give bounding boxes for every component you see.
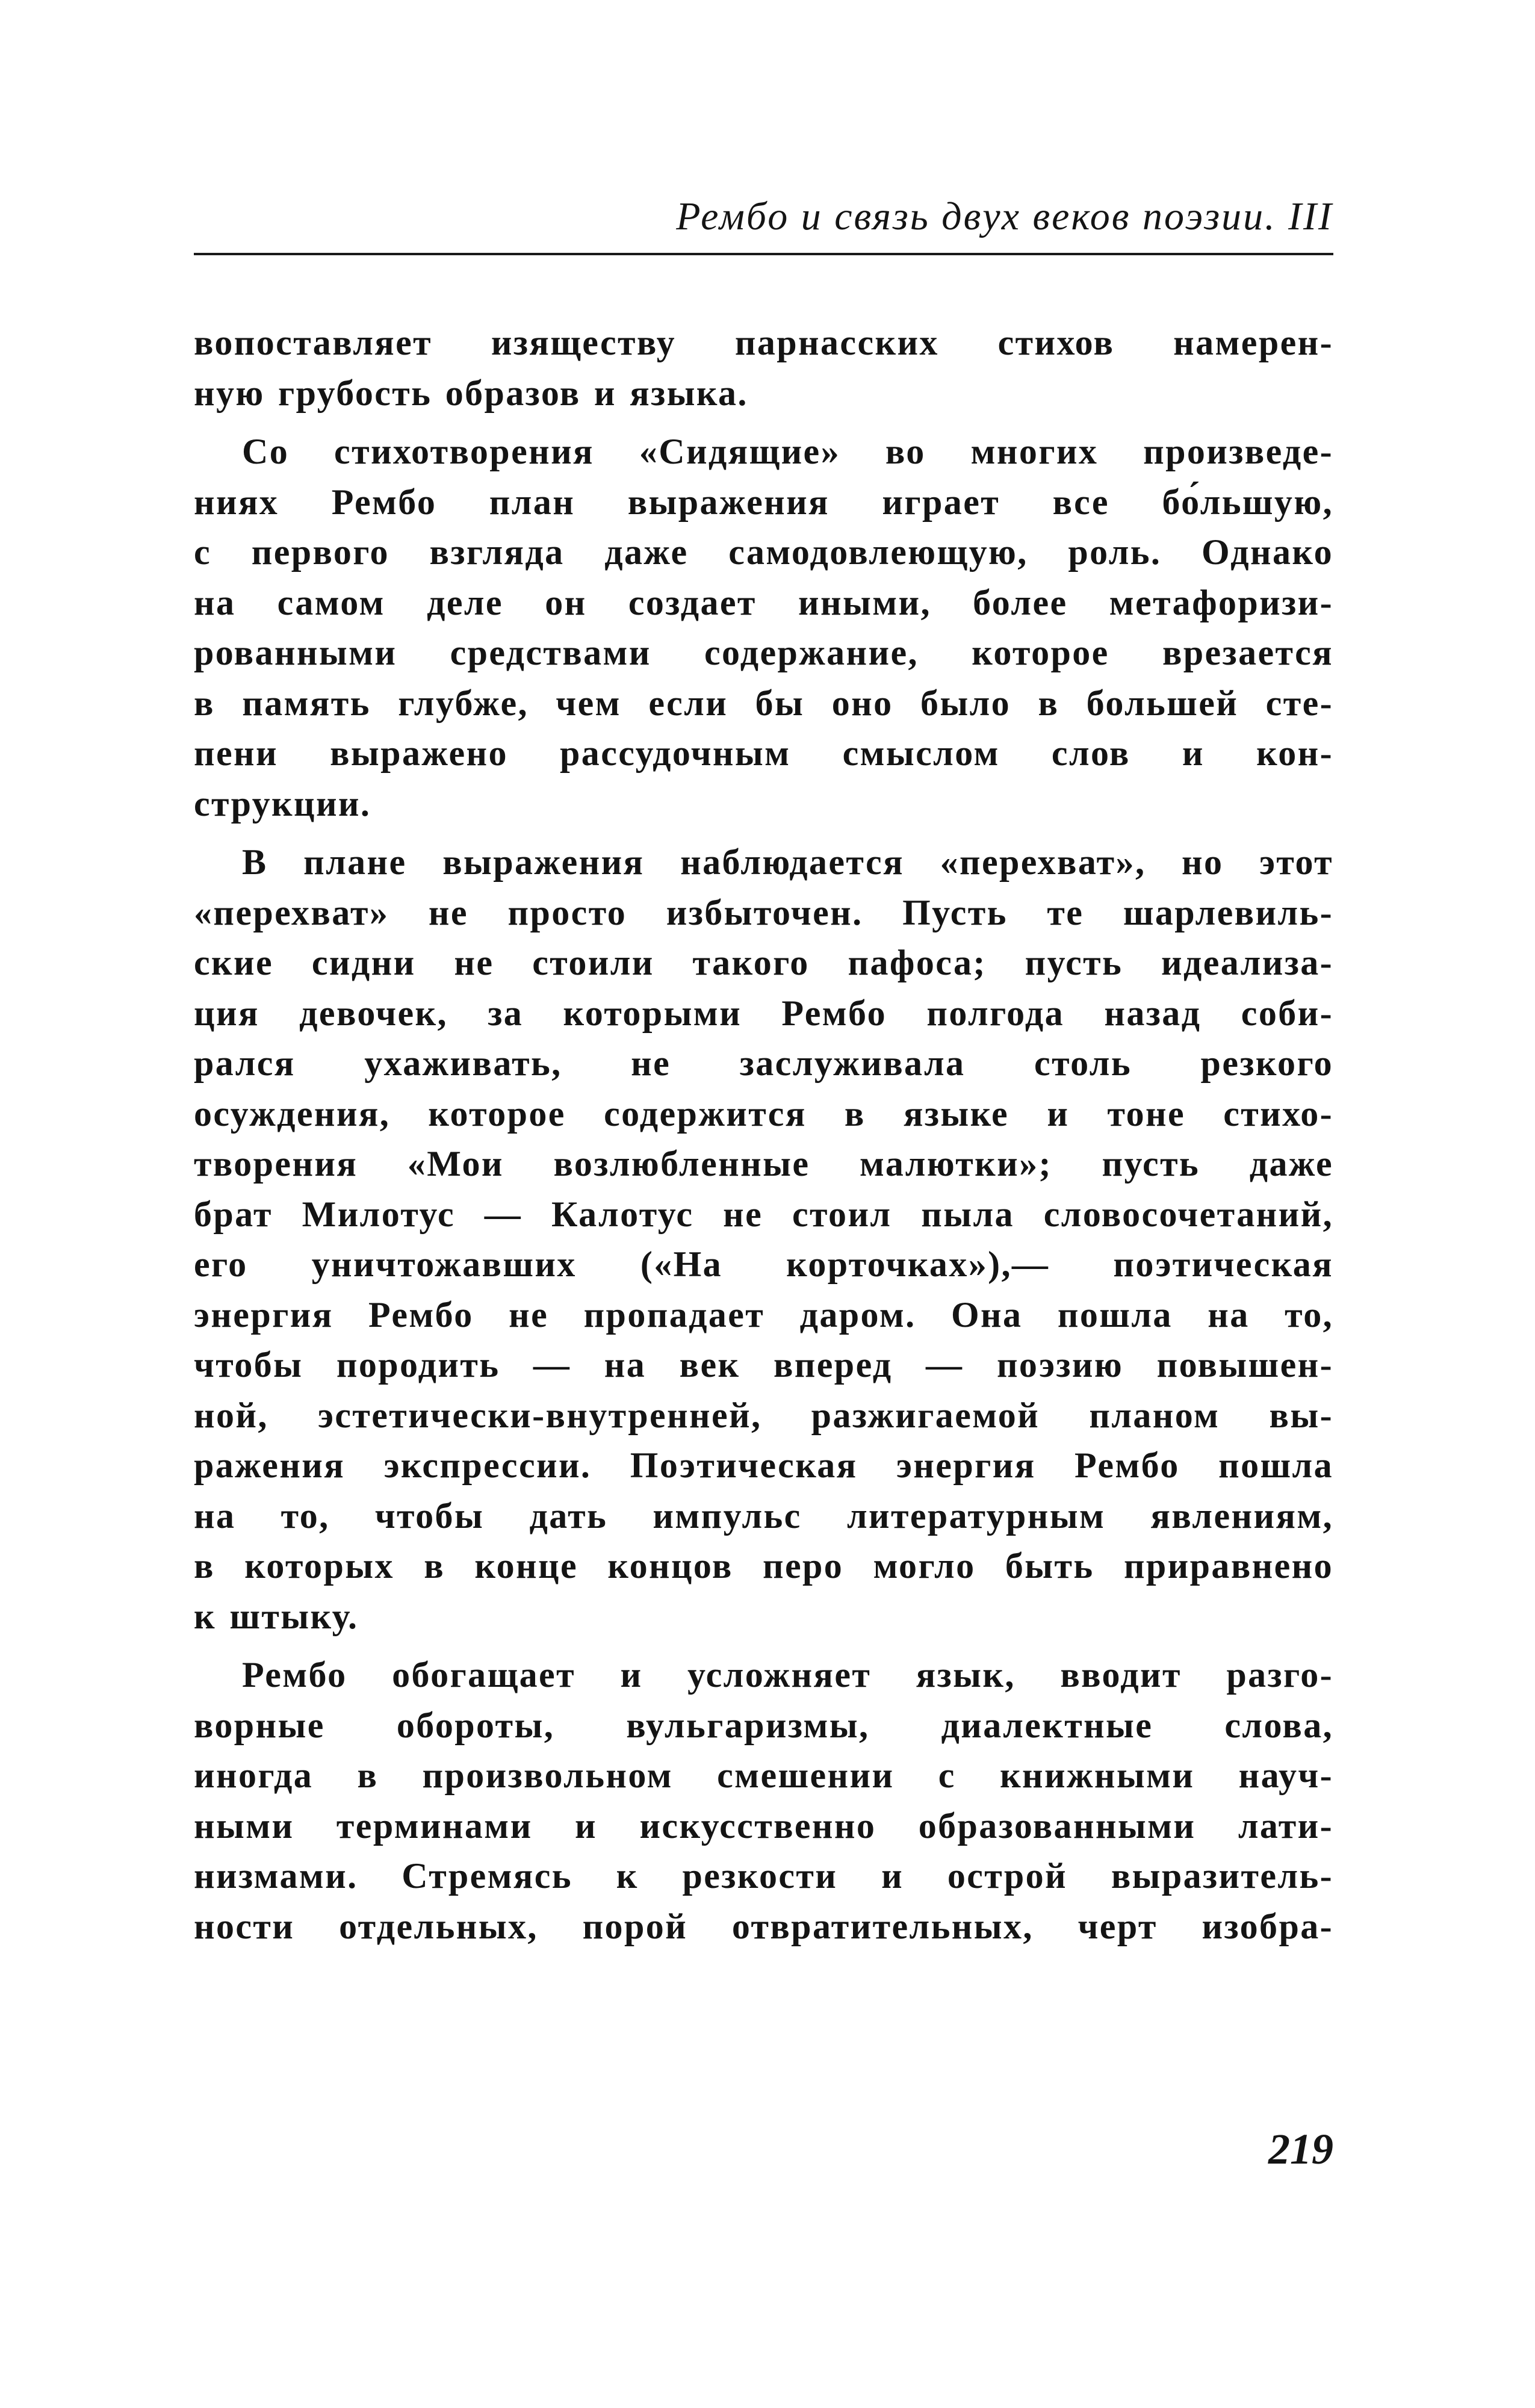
text-line: ной, эстетически-внутренней, разжигаемой планом вы- [194, 1395, 1333, 1435]
header-rule [194, 253, 1333, 255]
text-line: рался ухаживать, не заслуживала столь резкого [194, 1043, 1333, 1083]
text-line: ную грубость образов и языка. [194, 373, 748, 413]
paragraph [194, 427, 1333, 829]
text-line: к штыку. [194, 1596, 359, 1636]
text-line: с первого взгляда даже самодовлеющую, роль. Однако [194, 532, 1333, 572]
text-line: ция девочек, за которыми Рембо полгода назад соби- [194, 993, 1333, 1033]
text-line: в которых в конце концов перо могло быть приравнено [194, 1546, 1333, 1586]
text-line: чтобы породить — на век вперед — поэзию повышен- [194, 1345, 1333, 1385]
text-line: энергия Рембо не пропадает даром. Она пошла на то, [194, 1294, 1333, 1335]
text-line: рованными средствами содержание, которое врезается [194, 633, 1333, 672]
page-number: 219 [1268, 2125, 1333, 2173]
paragraph [194, 318, 1333, 418]
text-line: Со стихотворения «Сидящие» во многих произведе- [242, 432, 1333, 471]
text-line: вопоставляет изяществу парнасских стихов намерен- [194, 323, 1333, 362]
text-line: Рембо обогащает и усложняет язык, вводит разго- [242, 1655, 1333, 1695]
text-line: «перехват» не просто избыточен. Пусть те шарлевиль- [194, 892, 1333, 932]
text-line: в память глубже, чем если бы оно было в большей сте- [194, 683, 1333, 723]
text-line: ниях Рембо план выражения играет все бо́льшую, [194, 482, 1333, 522]
text-line: на самом деле он создает иными, более метафоризи- [194, 582, 1333, 622]
text-line: ские сидни не стоили такого пафоса; пусть идеализа- [194, 943, 1333, 982]
paragraph [194, 1650, 1333, 1952]
text-line: пени выражено рассудочным смыслом слов и кон- [194, 733, 1333, 773]
text-line: низмами. Стремясь к резкости и острой выразитель- [194, 1856, 1333, 1896]
text-line: брат Милотус — Калотус не стоил пыла словосочетаний, [194, 1194, 1333, 1234]
text-line: творения «Мои возлюбленные малютки»; пусть даже [194, 1144, 1333, 1184]
text-line: струкции. [194, 783, 371, 824]
body-text [194, 318, 1333, 1952]
text-line: ности отдельных, порой отвратительных, черт изобра- [194, 1906, 1333, 1946]
text-line: иногда в произвольном смешении с книжными науч- [194, 1755, 1333, 1795]
paragraph [194, 837, 1333, 1642]
running-head: Рембо и связь двух веков поэзии. III [676, 194, 1333, 238]
text-line: на то, чтобы дать импульс литературным явлениям, [194, 1495, 1333, 1536]
text-line: осуждения, которое содержится в языке и тоне стихо- [194, 1093, 1333, 1134]
text-line: ражения экспрессии. Поэтическая энергия Рембо пошла [194, 1445, 1333, 1485]
text-line: ворные обороты, вульгаризмы, диалектные слова, [194, 1705, 1333, 1745]
text-line: его уничтожавших («На корточках»),— поэтическая [194, 1244, 1333, 1284]
text-line: В плане выражения наблюдается «перехват», но этот [242, 842, 1333, 882]
text-line: ными терминами и искусственно образованными лати- [194, 1805, 1333, 1846]
